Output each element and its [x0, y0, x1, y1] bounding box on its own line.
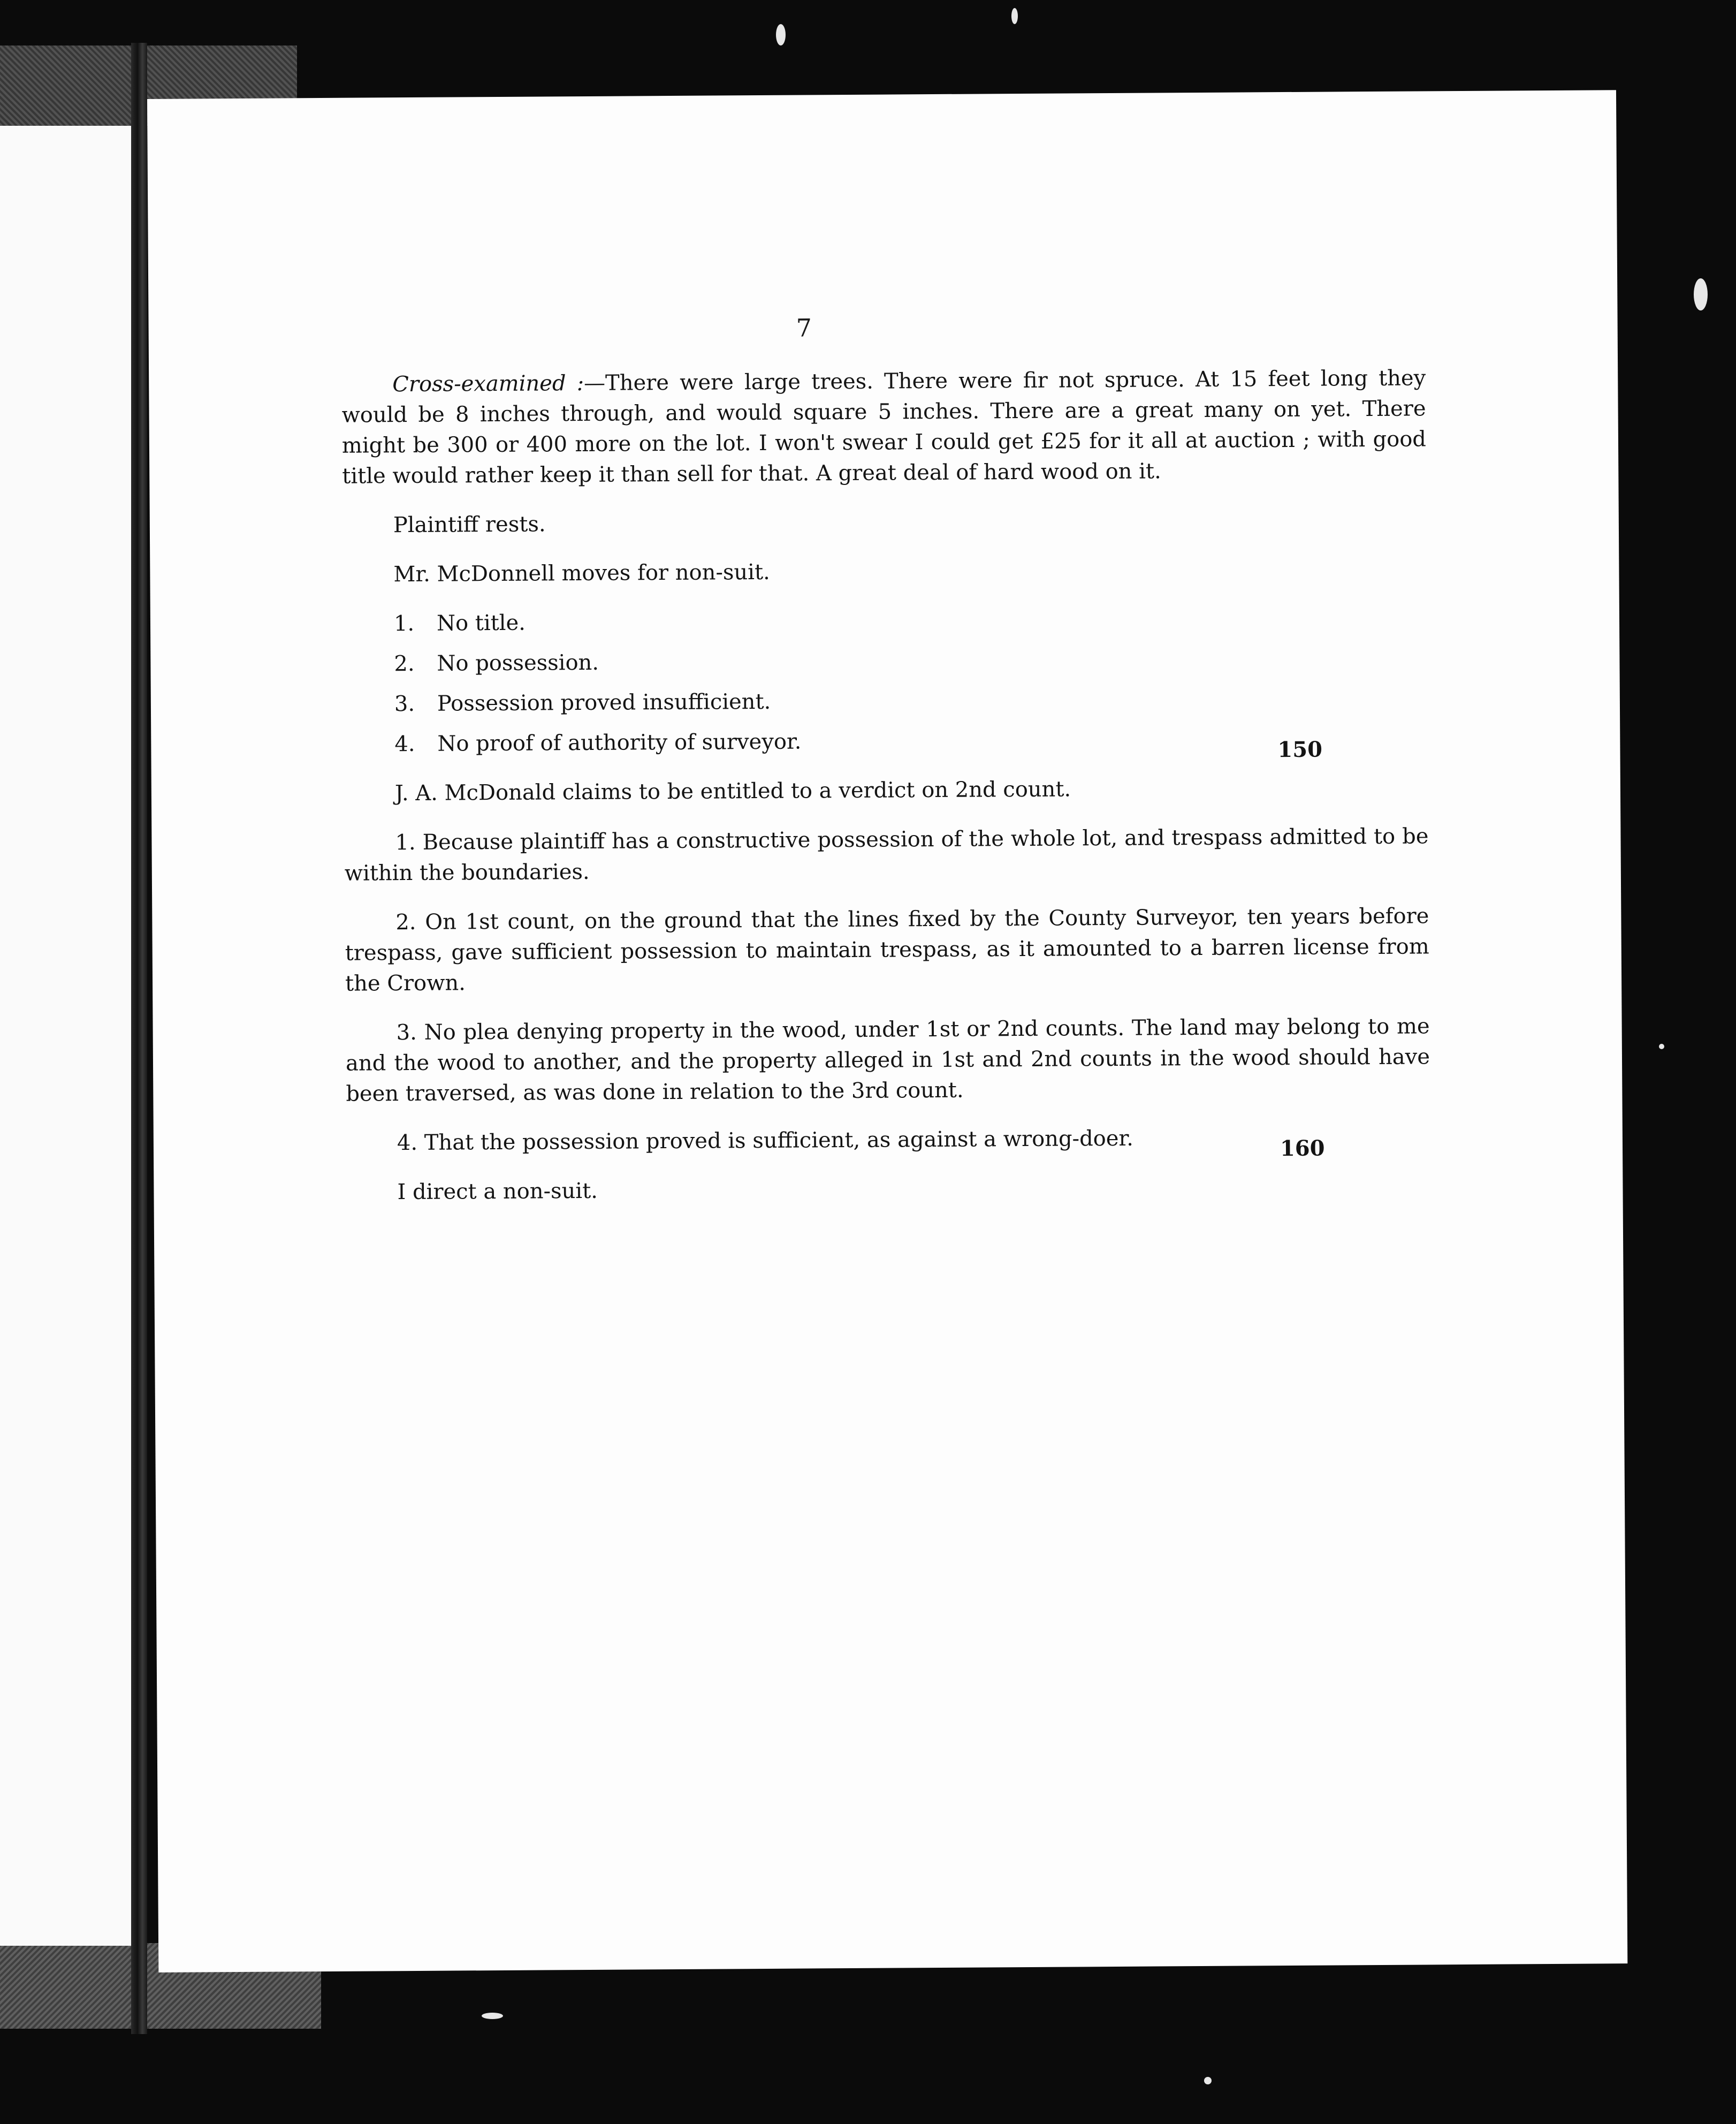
- claim-paragraph: 1. Because plaintiff has a constructive possession of the whole lot, and trespass admitted to be within the boundaries.: [344, 824, 1429, 886]
- page-number: 7: [796, 313, 812, 343]
- cross-examination-paragraph: [341, 363, 1426, 491]
- dust-speck: [1694, 278, 1708, 310]
- ground-text: No proof of authority of surveyor.: [437, 729, 802, 756]
- claim-paragraph: 4. That the possession proved is sufficient, as against a wrong-doer.: [397, 1126, 1134, 1156]
- dust-speck: [1011, 8, 1018, 24]
- dust-speck: [482, 2013, 503, 2019]
- dust-speck: [776, 24, 786, 45]
- claim-paragraph: 2. On 1st count, on the ground that the lines fixed by the County Surveyor, ten years before trespass, gave sufficient possession to maintain trespass, as it amounted to a barren license from the Crown.: [345, 904, 1429, 996]
- ground-item: [394, 642, 1427, 679]
- ground-text: Possession proved insufficient.: [437, 689, 771, 716]
- ground-item: [394, 682, 1428, 719]
- cross-examined-label: Cross-examined :: [392, 371, 584, 397]
- cross-examination-text: —There were large trees. There were fir not spruce. At 15 feet long they would be 8 inches through, and would square 5 inches. There are a great many on yet. There might be 300 or 400 more on the lot. I won't swear I could get £25 for it all at auction ; with good title would rather keep it than sell for that. A great deal of hard wood on it.: [341, 366, 1427, 489]
- line-number-150: 150: [1277, 737, 1323, 763]
- body-text: [341, 363, 1431, 1226]
- book-spine: [131, 43, 147, 2034]
- line-number-160: 160: [1280, 1135, 1325, 1162]
- ground-item: [394, 602, 1427, 639]
- ground-item: [394, 723, 1428, 760]
- direction-nonsuit: I direct a non-suit.: [397, 1178, 598, 1205]
- ground-number: 2.: [394, 651, 415, 677]
- dust-speck: [1204, 2077, 1212, 2084]
- previous-page-edge: [0, 126, 134, 1946]
- ground-number: 1.: [393, 611, 415, 636]
- plaintiff-rests: Plaintiff rests.: [393, 512, 546, 538]
- ground-number: 3.: [394, 691, 415, 717]
- ground-number: 4.: [394, 731, 415, 757]
- claim-paragraph: 3. No plea denying property in the wood, under 1st or 2nd counts. The land may belong to me and the wood to another, and the property alleged in 1st and 2nd counts in the wood should have been traversed, as was done in relation to the 3rd count.: [345, 1014, 1430, 1106]
- ground-text: No title.: [436, 610, 526, 636]
- verdict-claim: J. A. McDonald claims to be entitled to a verdict on 2nd count.: [394, 777, 1071, 806]
- nonsuit-motion: Mr. McDonnell moves for non-suit.: [393, 559, 770, 587]
- ground-text: No possession.: [437, 650, 599, 676]
- dust-speck: [1659, 1044, 1664, 1049]
- document-page: [147, 90, 1627, 1973]
